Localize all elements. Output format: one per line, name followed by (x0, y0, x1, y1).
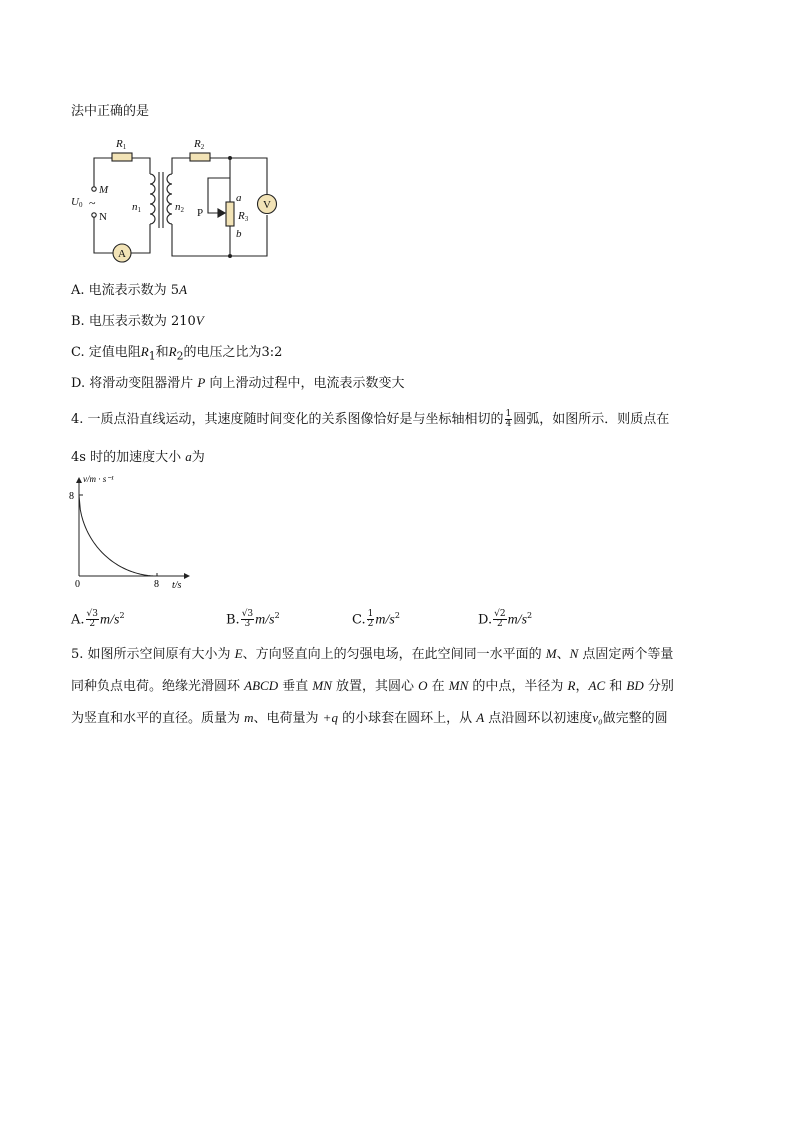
question-5-stem-line3: 为竖直和水平的直径。质量为 m、电荷量为 +q 的小球套在圆环上，从 A 点沿圆环以初速度v₀做完整的圆 (71, 710, 668, 726)
label-n2: n2 (175, 201, 184, 214)
label-tilde: ~ (89, 196, 96, 210)
q4-option-c: C. $\frac{1}{2}$ $m/s^2$ (352, 609, 400, 630)
label-slider-p: P (197, 207, 204, 219)
origin-label: 0 (75, 579, 80, 590)
q3-option-a: A. 电流表示数为 5A (71, 282, 188, 298)
question-5-stem-line1: 5. 如图所示空间原有大小为 E、方向竖直向上的匀强电场，在此空间同一水平面的 M、N 点固定两个等量 (71, 646, 674, 662)
question-4-stem-line2: 4s 时的加速度大小 a为 (71, 449, 205, 465)
transformer-circuit-diagram (66, 132, 286, 267)
voltmeter-label: V (263, 199, 271, 211)
x-axis-label: t/s (172, 580, 182, 591)
x-tick-label: 8 (154, 579, 159, 590)
label-n1: n1 (132, 201, 141, 214)
question-4-stem-line1: 4. 一质点沿直线运动，其速度随时间变化的关系图像恰好是与坐标轴相切的 $\frac{1}{4}$ 圆弧，如图所示．则质点在 (71, 409, 670, 429)
fraction-quarter: $\frac{1}{4}$ (505, 409, 512, 429)
q4-option-d: D. $\frac{√2}{2}$ $m/s^2$ (478, 609, 533, 630)
ammeter-label: A (118, 248, 126, 260)
label-terminal-n: N (99, 211, 107, 223)
q3-option-d: D. 将滑动变阻器滑片 P 向上滑动过程中，电流表示数变大 (71, 375, 405, 391)
label-r1: R1 (116, 138, 127, 151)
label-b: b (236, 228, 242, 240)
q4-option-b: B. $\frac{√3}{3}$ $m/s^2$ (226, 609, 280, 630)
velocity-curve (79, 495, 157, 576)
q3-option-c: C. 定值电阻$R_1$和$R_2$的电压之比为3:2 (71, 344, 283, 363)
question-5-stem-line2: 同种负点电荷。绝缘光滑圆环 ABCD 垂直 MN 放置，其圆心 O 在 MN 的中点，半径为 R，AC 和 BD 分别 (71, 678, 674, 694)
label-r3: R3 (238, 210, 249, 223)
label-terminal-m: M (99, 184, 109, 196)
label-r2: R2 (194, 138, 205, 151)
q3-option-b: B. 电压表示数为 210V (71, 313, 204, 329)
y-axis-label: v/m · s⁻¹ (83, 474, 114, 484)
label-a: a (236, 192, 242, 204)
label-u0: U0 (71, 196, 83, 209)
question-3-intro-tail: 法中正确的是 (71, 104, 150, 119)
y-tick-label: 8 (69, 491, 74, 502)
q4-option-a: A. $\frac{√3}{2}$ $m/s^2$ (71, 609, 125, 630)
velocity-time-graph (64, 472, 204, 596)
